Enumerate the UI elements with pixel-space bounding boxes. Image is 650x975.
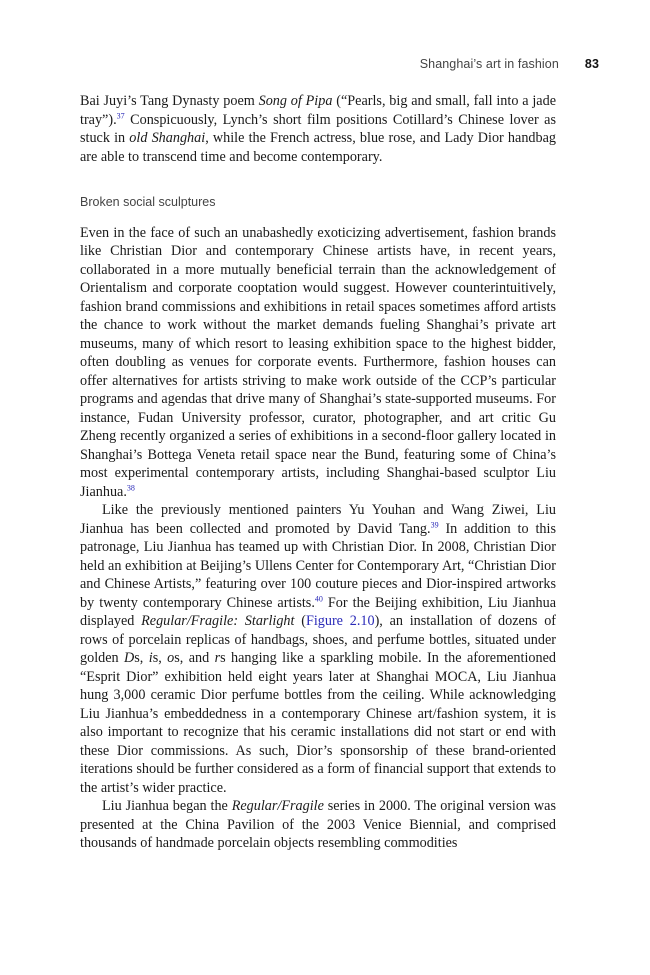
artwork-title: Regular/Fragile: Starlight: [141, 613, 295, 629]
emphasis-old-shanghai: old Shanghai: [129, 130, 206, 146]
page-body: [80, 92, 556, 853]
paragraph-continuation: Bai Juyi’s Tang Dynasty poem Song of Pipa (“Pearls, big and small, fall into a jade tray”).$^{37}$ Conspicuously, Lynch’s short film positions Cotillard’s Chinese lover as stuck in old Shanghai, while the French actress, blue rose, and Lady Dior handbag are able to transcend time and become contemporary.: [80, 93, 556, 165]
paragraph: Like the previously mentioned painters Yu Youhan and Wang Ziwei, Liu Jianhua has been collected and promoted by David Tang.$^{39}$ In addition to this patronage, Liu Jianhua has teamed up with Christian Dior. In 2008, Christian Dior held an exhibition at Beijing’s Ullens Center for Contemporary Art, “Christian Dior and Chinese Artists,” featuring over 100 couture pieces and Dior-inspired artworks by twenty contemporary Chinese artists.$^{40}$ For the Beijing exhibition, Liu Jianhua displayed Regular/Fragile: Starlight (Figure 2.10), an installation of dozens of rows of porcelain replicas of handbags, shoes, and perfume bottles, situated under golden Ds, is, os, and rs hanging like a sparkling mobile. In the aforementioned “Esprit Dior” exhibition held eight years later at Shanghai MOCA, Liu Jianhua hung 3,000 ceramic Dior perfume bottles from the ceiling. While acknowledging Liu Jianhua’s embeddedness in a contemporary Chinese art/fashion system, it is also important to recognize that his ceramic installations did not start or end with these Dior commissions. As such, Dior’s sponsorship of these brand-oriented iterations should be further considered as a form of financial support that extends to the artist’s wider practice.: [80, 502, 557, 796]
running-head: [420, 57, 599, 71]
poem-title: Song of Pipa: [258, 93, 333, 109]
footnote-ref-37[interactable]: 37: [116, 110, 125, 120]
footnote-ref-39[interactable]: 39: [430, 519, 439, 529]
figure-link[interactable]: Figure 2.10: [305, 613, 375, 629]
paragraph: Liu Jianhua began the Regular/Fragile series in 2000. The original version was presented at the China Pavilion of the 2003 Venice Biennial, and comprised thousands of handmade porcelain objects resembling commodities: [80, 798, 556, 851]
footnote-ref-38[interactable]: 38: [126, 482, 135, 492]
running-title: Shanghai’s art in fashion: [419, 57, 559, 71]
footnote-ref-40[interactable]: 40: [314, 593, 323, 603]
series-title: Regular/Fragile: [231, 798, 324, 814]
paragraph: Even in the face of such an unabashedly exoticizing advertisement, fashion brands like Christian Dior and contemporary Chinese artists have, in recent years, collaborated in a more mutually beneficial terrain than the acknowledgement of Orientalism and corporate cooptation would suggest. However counterintuitively, fashion brand commissions and exhibitions in retail spaces sometimes afford artists the chance to work without the market demands fueling Shanghai’s private art museums, many of which resort to leasing exhibition space to the highest bidder, often doubling as venues for corporate events. Furthermore, fashion houses can offer alternatives for artists striving to make work outside of the CCP’s particular programs and agendas that drive many of Shanghai’s state-supported museums. For instance, Fudan University professor, curator, photographer, and art critic Gu Zheng recently organized a series of exhibitions in a second-floor gallery located in Shanghai’s Bottega Veneta retail space near the Bund, featuring some of China’s most experimental contemporary artists, including Shanghai-based sculptor Liu Jianhua.$^{38}$: [80, 224, 556, 500]
section-heading: Broken social sculptures: [80, 195, 216, 209]
page-number: 83: [584, 57, 599, 71]
